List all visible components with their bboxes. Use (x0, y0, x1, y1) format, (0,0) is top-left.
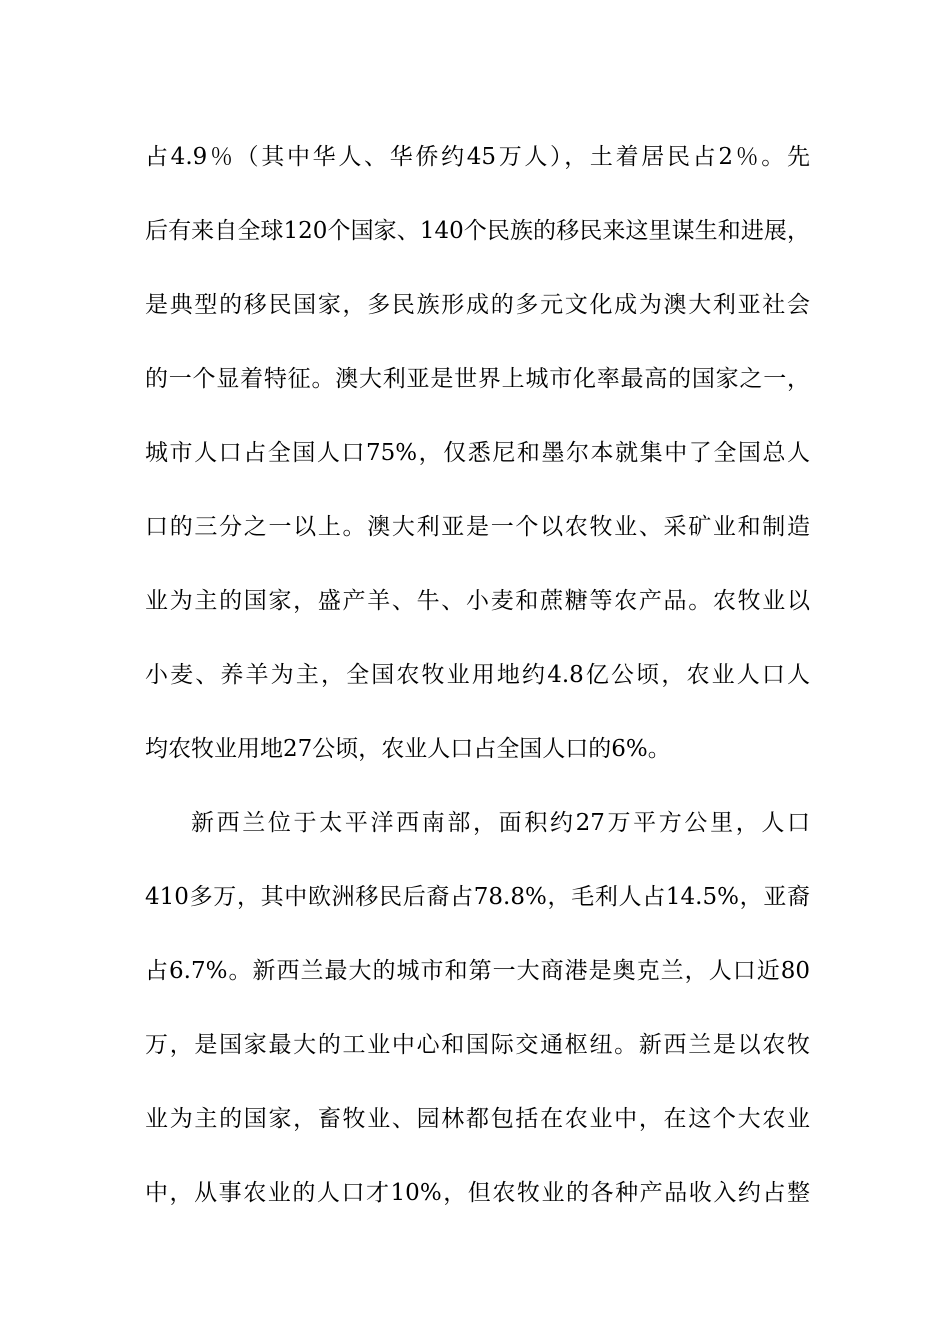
text-line: 城市人口占全国人口75%，仅悉尼和墨尔本就集中了全国总人 (145, 440, 810, 466)
body-text (145, 133, 810, 1243)
text-line-first: 新西兰位于太平洋西南部，面积约27万平方公里，人口 (191, 810, 810, 836)
paragraph-new-zealand (145, 799, 810, 1218)
text-line: 业为主的国家，盛产羊、牛、小麦和蔗糖等农产品。农牧业以 (145, 588, 810, 614)
text-line: 口的三分之一以上。澳大利亚是一个以农牧业、采矿业和制造 (145, 514, 810, 540)
text-line: 是典型的移民国家，多民族形成的多元文化成为澳大利亚社会 (145, 292, 810, 318)
text-line: 410多万，其中欧洲移民后裔占78.8%，毛利人占14.5%，亚裔 (145, 884, 810, 910)
paragraph-australia (145, 133, 810, 774)
text-line: 小麦、养羊为主，全国农牧业用地约4.8亿公顷，农业人口人 (145, 662, 810, 688)
text-line: 中，从事农业的人口才10%，但农牧业的各种产品收入约占整 (145, 1180, 810, 1206)
text-line: 后有来自全球120个国家、140个民族的移民来这里谋生和进展， (145, 218, 810, 244)
text-line: 占4.9％（其中华人、华侨约45万人），土着居民占2％。先 (145, 144, 810, 170)
text-line: 占6.7%。新西兰最大的城市和第一大商港是奥克兰，人口近80 (145, 958, 810, 984)
text-line-last: 均农牧业用地27公顷，农业人口占全国人口的6%。 (145, 736, 671, 762)
text-line: 业为主的国家，畜牧业、园林都包括在农业中，在这个大农业 (145, 1106, 810, 1132)
text-line: 的一个显着特征。澳大利亚是世界上城市化率最高的国家之一， (145, 366, 810, 392)
text-line: 万，是国家最大的工业中心和国际交通枢纽。新西兰是以农牧 (145, 1032, 810, 1058)
